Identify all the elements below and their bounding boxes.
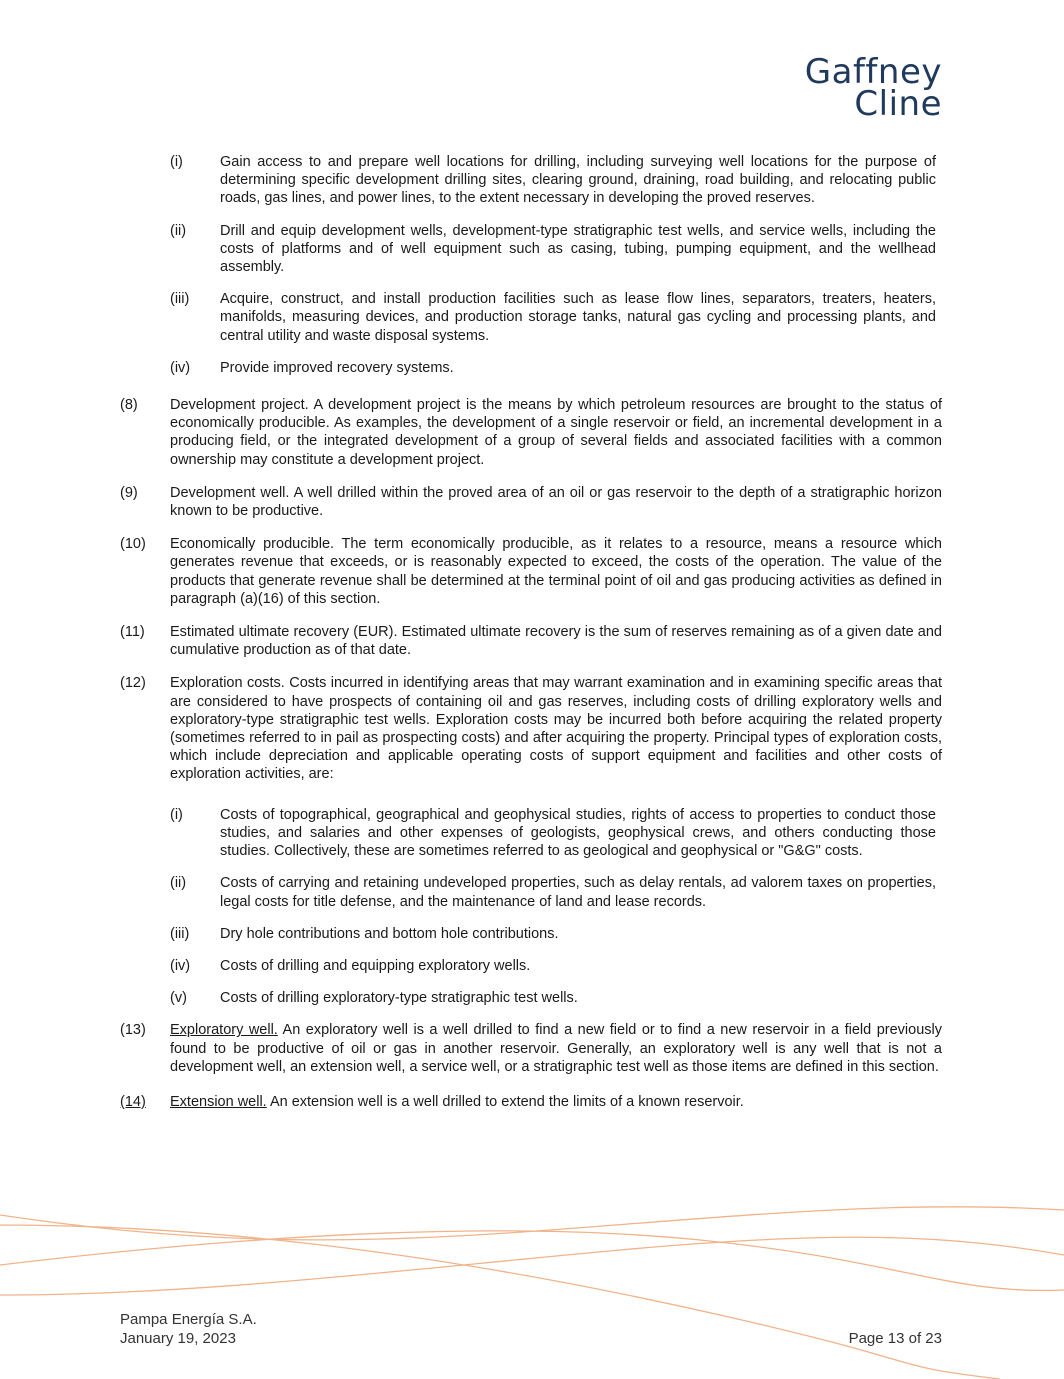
list-item: [120, 989, 942, 1007]
page-number: Page 13 of 23: [848, 1330, 942, 1347]
item-text: Estimated ultimate recovery (EUR). Estimated ultimate recovery is the sum of reserves remaining as of a given date and cumulative production as of that date.: [170, 624, 942, 659]
item-number: (14): [120, 1093, 146, 1110]
item-text: [170, 1093, 942, 1111]
definition-item: [120, 484, 942, 520]
item-number: (13): [120, 1022, 146, 1039]
item-number: (11): [120, 624, 145, 641]
logo-line-2: Cline: [854, 84, 942, 124]
item-number: (8): [120, 397, 138, 414]
document-body: [120, 153, 942, 1126]
wave-line-4: [0, 1225, 1000, 1379]
item-number: (i): [170, 154, 183, 170]
item-text: Gain access to and prepare well locations for drilling, including surveying well locations for the purpose of determining specific development drilling sites, clearing ground, draining, road building, and relocating public roads, gas lines, and power lines, to the extent necessary in developing the proved reserves.: [220, 154, 936, 207]
item-text: Acquire, construct, and install production facilities such as lease flow lines, separators, treaters, heaters, manifolds, measuring devices, and production storage tanks, natural gas cycling and processing plants, and central utility and waste disposal systems.: [220, 291, 936, 344]
item-text: [170, 1021, 942, 1076]
definition-item: [120, 623, 942, 659]
definition-text: An exploratory well is a well drilled to find a new field or to find a new reservoir in a field previously found to be productive of oil or gas in another reservoir. Generally, an exploratory well is any well that is not a development well, an extension well, a service well, or a stratigraphic test well as those items are defined in this section.: [170, 1022, 942, 1075]
item-text: Provide improved recovery systems.: [220, 359, 454, 376]
definition-item: [120, 396, 942, 469]
item-text: Dry hole contributions and bottom hole contributions.: [220, 925, 559, 942]
item-number: (ii): [170, 875, 187, 892]
item-text: Costs of carrying and retaining undeveloped properties, such as delay rentals, ad valorem taxes on properties, legal costs for title defense, and the maintenance of land and lease records.: [220, 875, 936, 910]
list-item: [120, 290, 942, 345]
item-text: Development project. A development project is the means by which petroleum resources are brought to the status of economically producible. As examples, the development of a single reservoir or field, an incremental development in a producing field, or the integrated development of a group of several fields and associated facilities with a common ownership may constitute a development project.: [170, 397, 942, 468]
definition-item: [120, 674, 942, 783]
footer-company: Pampa Energía S.A.: [120, 1311, 257, 1328]
list-item: [120, 957, 942, 975]
wave-line-3: [0, 1237, 1064, 1295]
item-number: (ii): [170, 222, 187, 239]
item-text: Drill and equip development wells, development-type stratigraphic test wells, and service wells, including the costs of platforms and of well equipment such as casing, tubing, pumping equipment, and the wellhead assembly.: [220, 222, 936, 276]
item-text: Costs of topographical, geographical and geophysical studies, rights of access to properties to conduct those studies, and salaries and other expenses of geologists, geophysical crews, and others conducting those studies. Collectively, these are sometimes referred to as geological and geophysical or "G&G" costs.: [220, 806, 936, 860]
list-item: [120, 925, 942, 943]
footer-left: [120, 1310, 257, 1348]
decorative-waves: [0, 1195, 1064, 1379]
definition-item: [120, 1021, 942, 1076]
definition-item: [120, 1093, 942, 1111]
logo-line-1: Gaffney: [804, 52, 942, 92]
item-text: Economically producible. The term economically producible, as it relates to a resource, means a resource which generates revenue that exceeds, or is reasonably expected to exceed, the costs of the operation. The value of the products that generate revenue shall be determined at the terminal point of oil and gas producing activities as defined in paragraph (a)(16) of this section.: [170, 536, 942, 607]
list-item: [120, 874, 942, 910]
item-number: (i): [170, 806, 183, 823]
list-item: [120, 153, 942, 208]
item-text: Costs of drilling exploratory-type stratigraphic test wells.: [220, 990, 578, 1007]
list-item: [120, 222, 942, 277]
item-number: (iii): [170, 291, 190, 308]
company-logo: [790, 52, 942, 124]
item-text: Development well. A well drilled within the proved area of an oil or gas reservoir to the depth of a stratigraphic horizon known to be productive.: [170, 484, 942, 520]
item-number: (10): [120, 536, 146, 553]
item-text: Exploration costs. Costs incurred in identifying areas that may warrant examination and in examining specific areas that are considered to have prospects of containing oil and gas reserves, including costs of drilling exploratory wells and exploratory-type stratigraphic test wells. Exploration costs may be incurred both before acquiring the related property (sometimes referred to in pail as prospecting costs) and after acquiring the property. Principal types of exploration costs, which include depreciation and applicable operating costs of support equipment and facilities and other costs of exploration activities, are:: [170, 675, 942, 783]
list-item: [120, 359, 942, 377]
term-extension-well: Extension well.: [170, 1093, 267, 1110]
item-number: (9): [120, 484, 138, 501]
list-item: [120, 806, 942, 861]
item-number: (iv): [170, 359, 191, 376]
wave-line-2: [0, 1231, 1064, 1291]
item-text: Costs of drilling and equipping exploratory wells.: [220, 957, 531, 974]
definition-text: An extension well is a well drilled to extend the limits of a known reservoir.: [266, 1093, 744, 1110]
definition-item: [120, 535, 942, 608]
item-number: (iii): [170, 925, 190, 942]
item-number: (v): [170, 990, 187, 1007]
term-exploratory-well: Exploratory well.: [170, 1022, 278, 1039]
wave-line-1: [0, 1207, 1064, 1240]
footer-date: January 19, 2023: [120, 1330, 236, 1347]
item-number: (12): [120, 675, 146, 692]
item-number: (iv): [170, 957, 191, 974]
